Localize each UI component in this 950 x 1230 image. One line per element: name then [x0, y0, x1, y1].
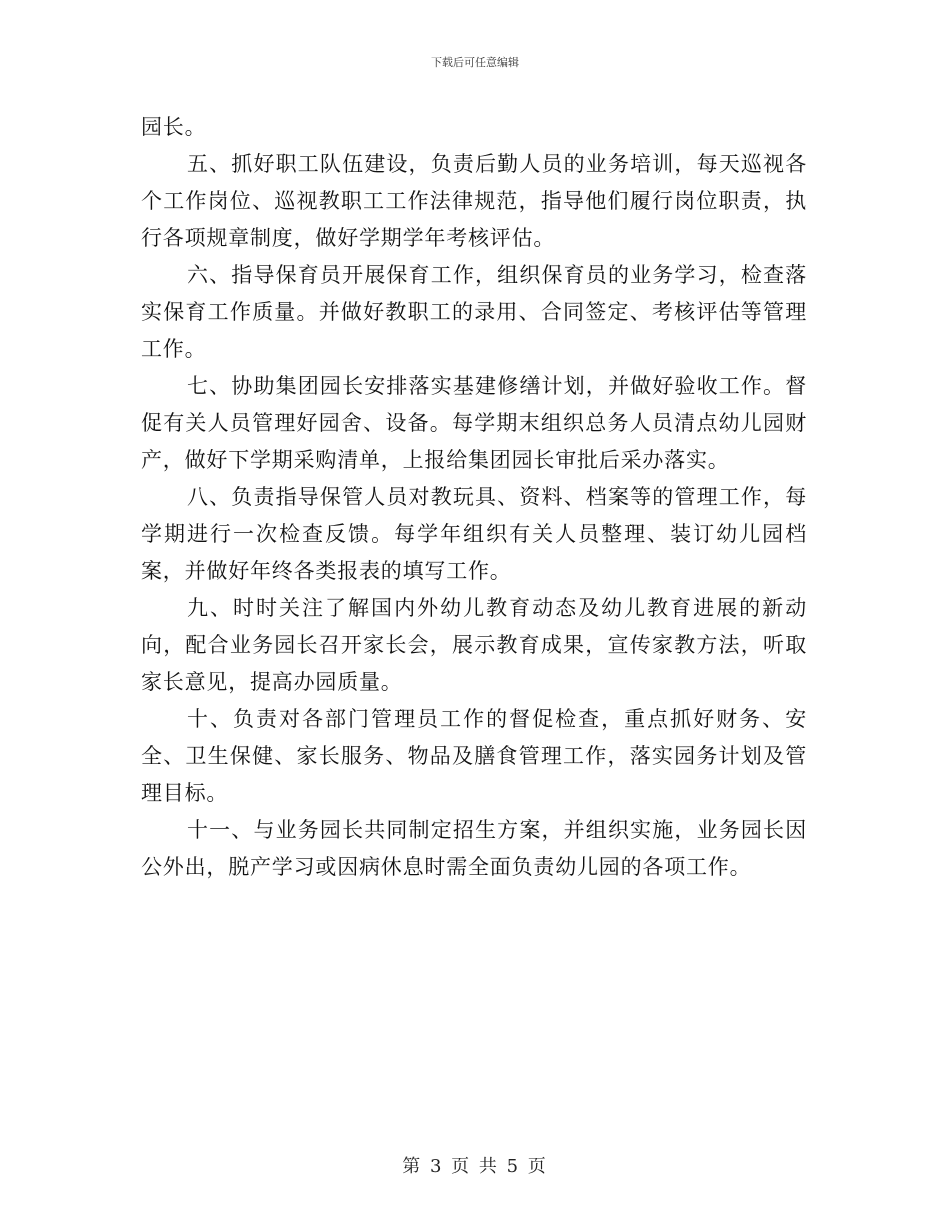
- paragraph-item-11: 十一、与业务园长共同制定招生方案，并组织实施，业务园长因公外出，脱产学习或因病休息时需全面负责幼儿园的各项工作。: [141, 818, 807, 879]
- document-body: [141, 109, 807, 886]
- paragraph-item-6: 六、指导保育员开展保育工作，组织保育员的业务学习，检查落实保育工作质量。并做好教职工的录用、合同签定、考核评估等管理工作。: [141, 263, 807, 361]
- paragraph-item-8: 八、负责指导保管人员对教玩具、资料、档案等的管理工作，每学期进行一次检查反馈。每学年组织有关人员整理、装订幼儿园档案，并做好年终各类报表的填写工作。: [141, 485, 807, 583]
- header-note: 下载后可任意编辑: [431, 56, 519, 69]
- paragraph-item-5: 五、抓好职工队伍建设，负责后勤人员的业务培训，每天巡视各个工作岗位、巡视教职工工作法律规范，指导他们履行岗位职责，执行各项规章制度，做好学期学年考核评估。: [141, 152, 807, 250]
- paragraph-item-10: 十、负责对各部门管理员工作的督促检查，重点抓好财务、安全、卫生保健、家长服务、物品及膳食管理工作，落实园务计划及管理目标。: [141, 707, 807, 805]
- paragraph-continuation: 园长。: [141, 115, 207, 139]
- paragraph-item-9: 九、时时关注了解国内外幼儿教育动态及幼儿教育进展的新动向，配合业务园长召开家长会，展示教育成果，宣传家教方法，听取家长意见，提高办园质量。: [141, 596, 807, 694]
- page-number-footer: 第 3 页 共 5 页: [402, 1156, 548, 1177]
- paragraph-item-7: 七、协助集团园长安排落实基建修缮计划，并做好验收工作。督促有关人员管理好园舍、设备。每学期末组织总务人员清点幼儿园财产，做好下学期采购清单，上报给集团园长审批后采办落实。: [141, 374, 807, 472]
